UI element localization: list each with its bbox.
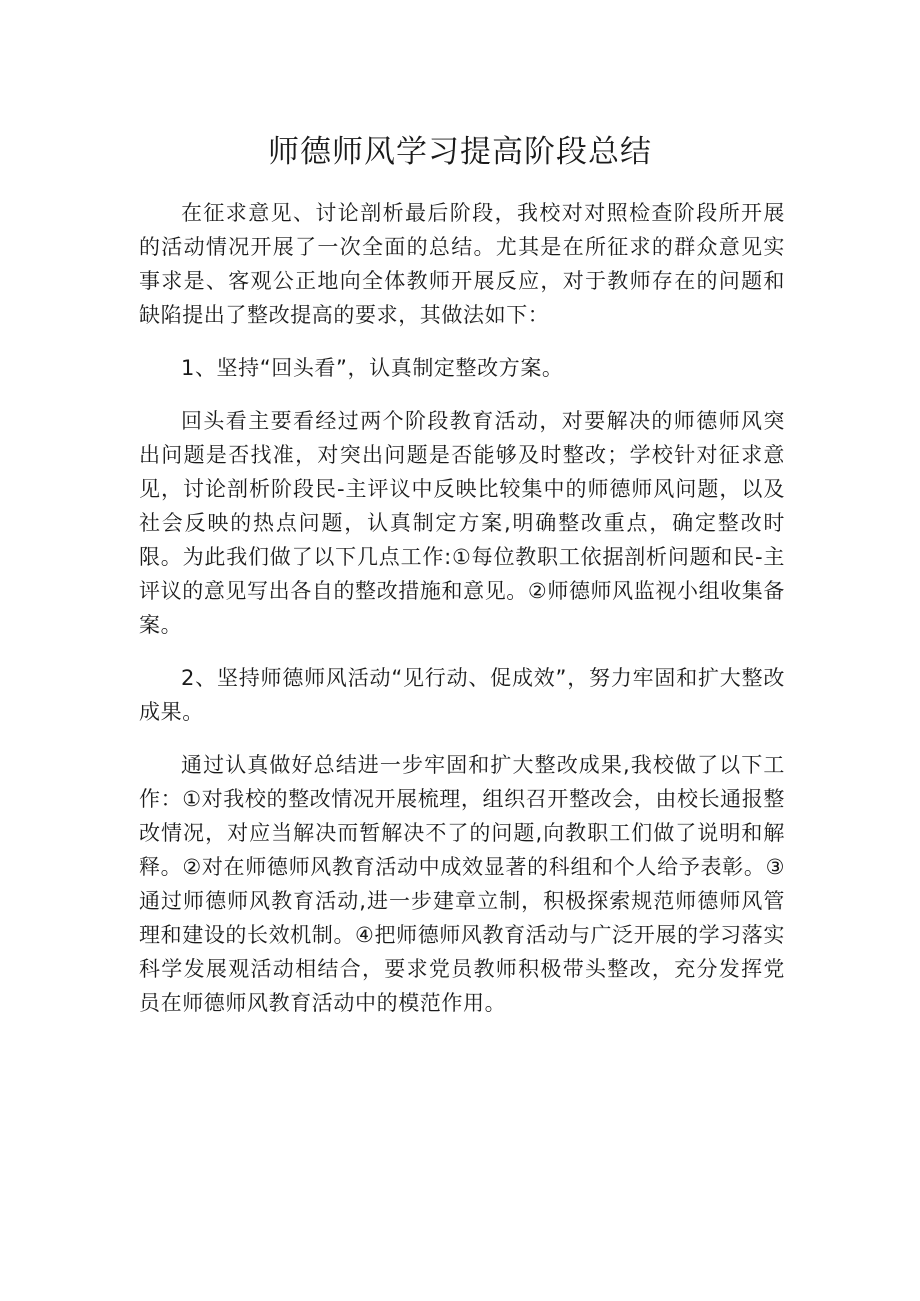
document-body bbox=[139, 196, 785, 1039]
section-heading-1: 1、坚持“回头看”，认真制定整改方案。 bbox=[181, 356, 564, 380]
section-heading-2: 2、坚持师德师风活动“见行动、促成效”，努力牢固和扩大整改成果。 bbox=[139, 666, 785, 724]
intro-paragraph: 在征求意见、讨论剖析最后阶段，我校对对照检查阶段所开展的活动情况开展了一次全面的总结。尤其是在所征求的群众意见实事求是、客观公正地向全体教师开展反应，对于教师存在的问题和缺陷提出了整改提高的要求，其做法如下： bbox=[139, 201, 785, 327]
section-2-paragraph: 通过认真做好总结进一步牢固和扩大整改成果,我校做了以下工作：①对我校的整改情况开展梳理，组织召开整改会，由校长通报整改情况，对应当解决而暂解决不了的问题,向教职工们做了说明和解释。②对在师德师风教育活动中成效显著的科组和个人给予表彰。③通过师德师风教育活动,进一步建章立制，积极探索规范师德师风管理和建设的长效机制。④把师德师风教育活动与广泛开展的学习落实科学发展观活动相结合，要求党员教师积极带头整改，充分发挥党员在师德师风教育活动中的模范作用。 bbox=[139, 753, 785, 1015]
document-title: 师德师风学习提高阶段总结 bbox=[268, 134, 652, 170]
section-1-paragraph: 回头看主要看经过两个阶段教育活动，对要解决的师德师风突出问题是否找准，对突出问题是否能够及时整改；学校针对征求意见，讨论剖析阶段民-主评议中反映比较集中的师德师风问题，以及社会反映的热点问题，认真制定方案,明确整改重点，确定整改时限。为此我们做了以下几点工作:①每位教职工依据剖析问题和民-主评议的意见写出各自的整改措施和意见。②师德师风监视小组收集备案。 bbox=[139, 409, 785, 637]
